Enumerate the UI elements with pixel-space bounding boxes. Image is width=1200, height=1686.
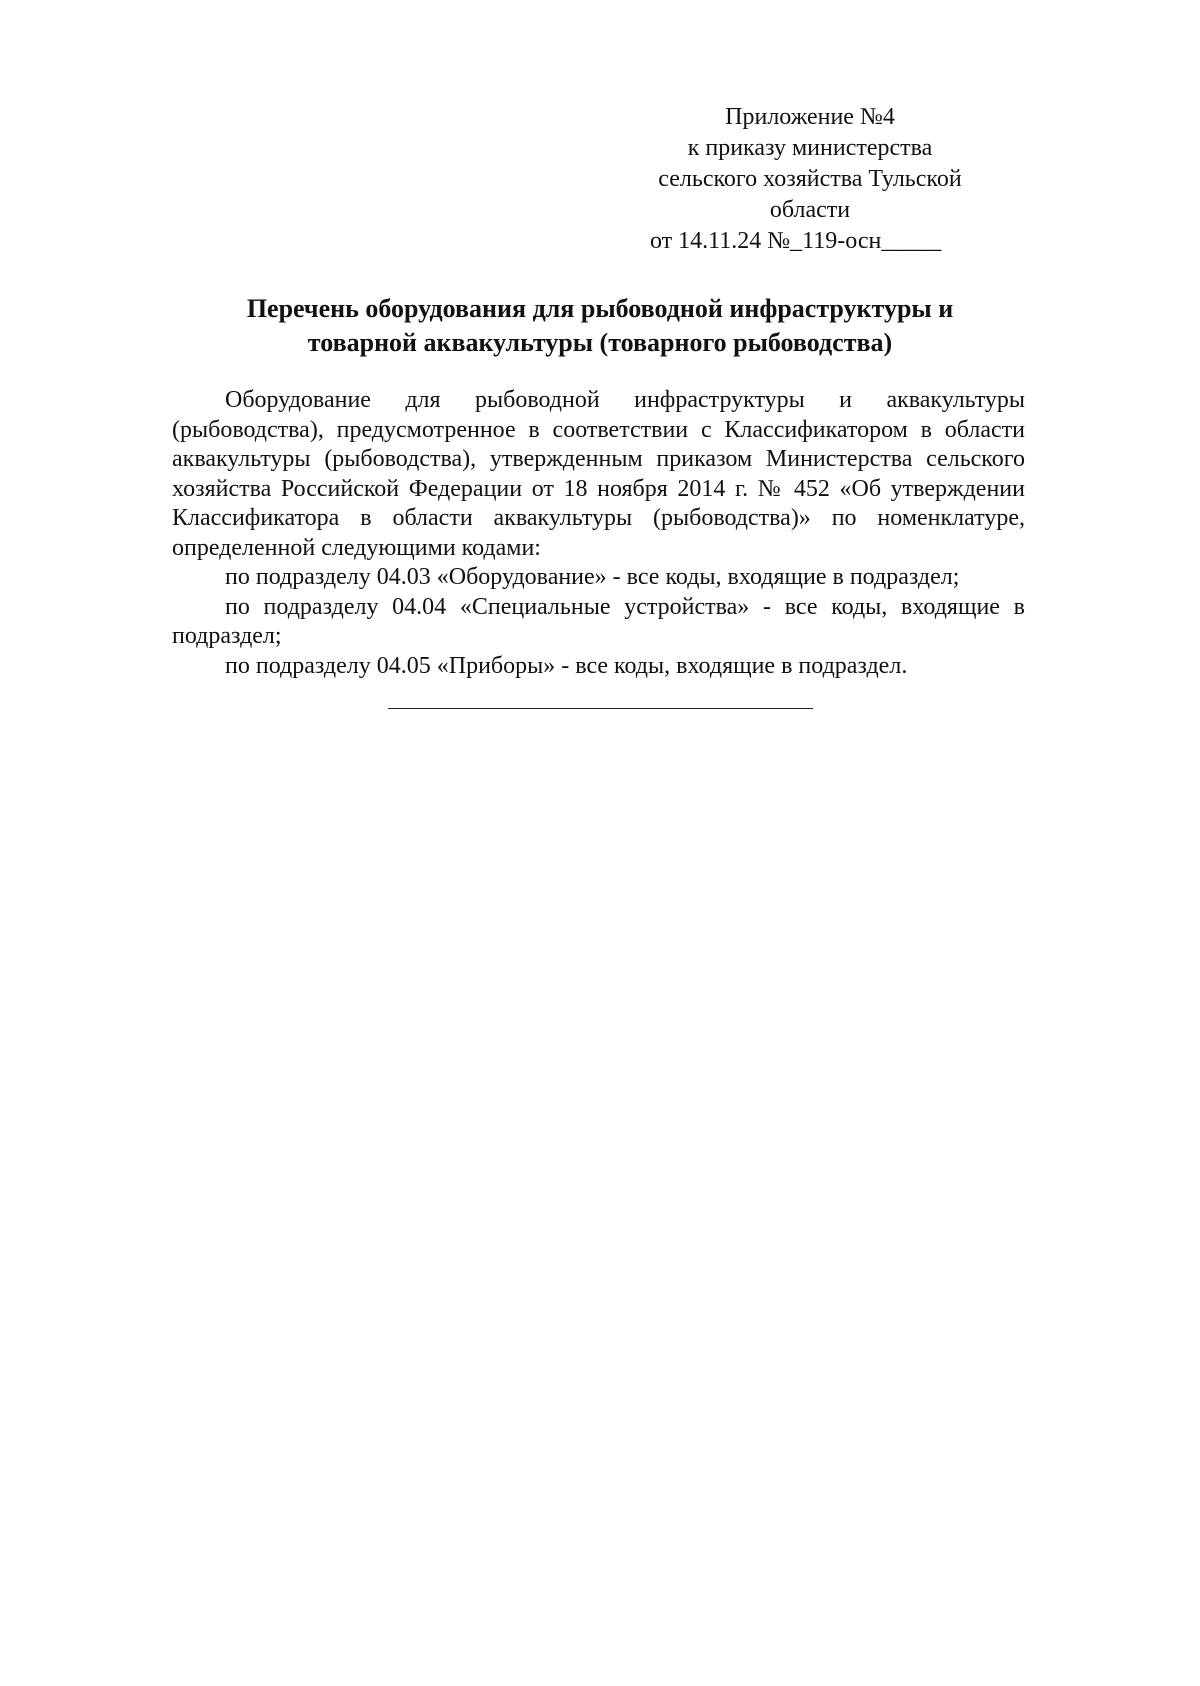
annex-order-ref: к приказу министерства [687, 135, 933, 161]
subsection-item-2: по подразделу 04.04 «Специальные устройства» - все коды, входящие в подраздел; [172, 593, 1025, 649]
annex-order-date-number: от 14.11.24 №_119-осн_____ [650, 228, 942, 254]
subsection-item-1: по подразделу 04.03 «Оборудование» - все коды, входящие в подраздел; [225, 564, 960, 590]
document-body [172, 386, 1025, 681]
intro-paragraph: Оборудование для рыбоводной инфраструктуры и аквакультуры (рыбоводства), предусмотренное в соответствии с Классификатором в области аквакультуры (рыбоводства), утвержденным приказом Министерства сельского хозяйства Российской Федерации от 18 ноября 2014 г. № 452 «Об утверждении Классификатора в области аквакультуры (рыбоводства)» по номенклатуре, определенной следующими кодами: [172, 387, 1025, 561]
title-line-1: Перечень оборудования для рыбоводной инфраструктуры и [246, 294, 954, 323]
annex-number: Приложение №4 [725, 104, 895, 130]
document-title [150, 292, 1050, 360]
subsection-item-3: по подразделу 04.05 «Приборы» - все коды, входящие в подраздел. [225, 652, 908, 679]
annex-ministry: сельского хозяйства Тульской [658, 166, 962, 192]
annex-region: области [769, 197, 851, 223]
annex-header [640, 102, 980, 257]
closing-divider [388, 708, 813, 709]
title-line-2: товарной аквакультуры (товарного рыбоводства) [307, 328, 893, 357]
